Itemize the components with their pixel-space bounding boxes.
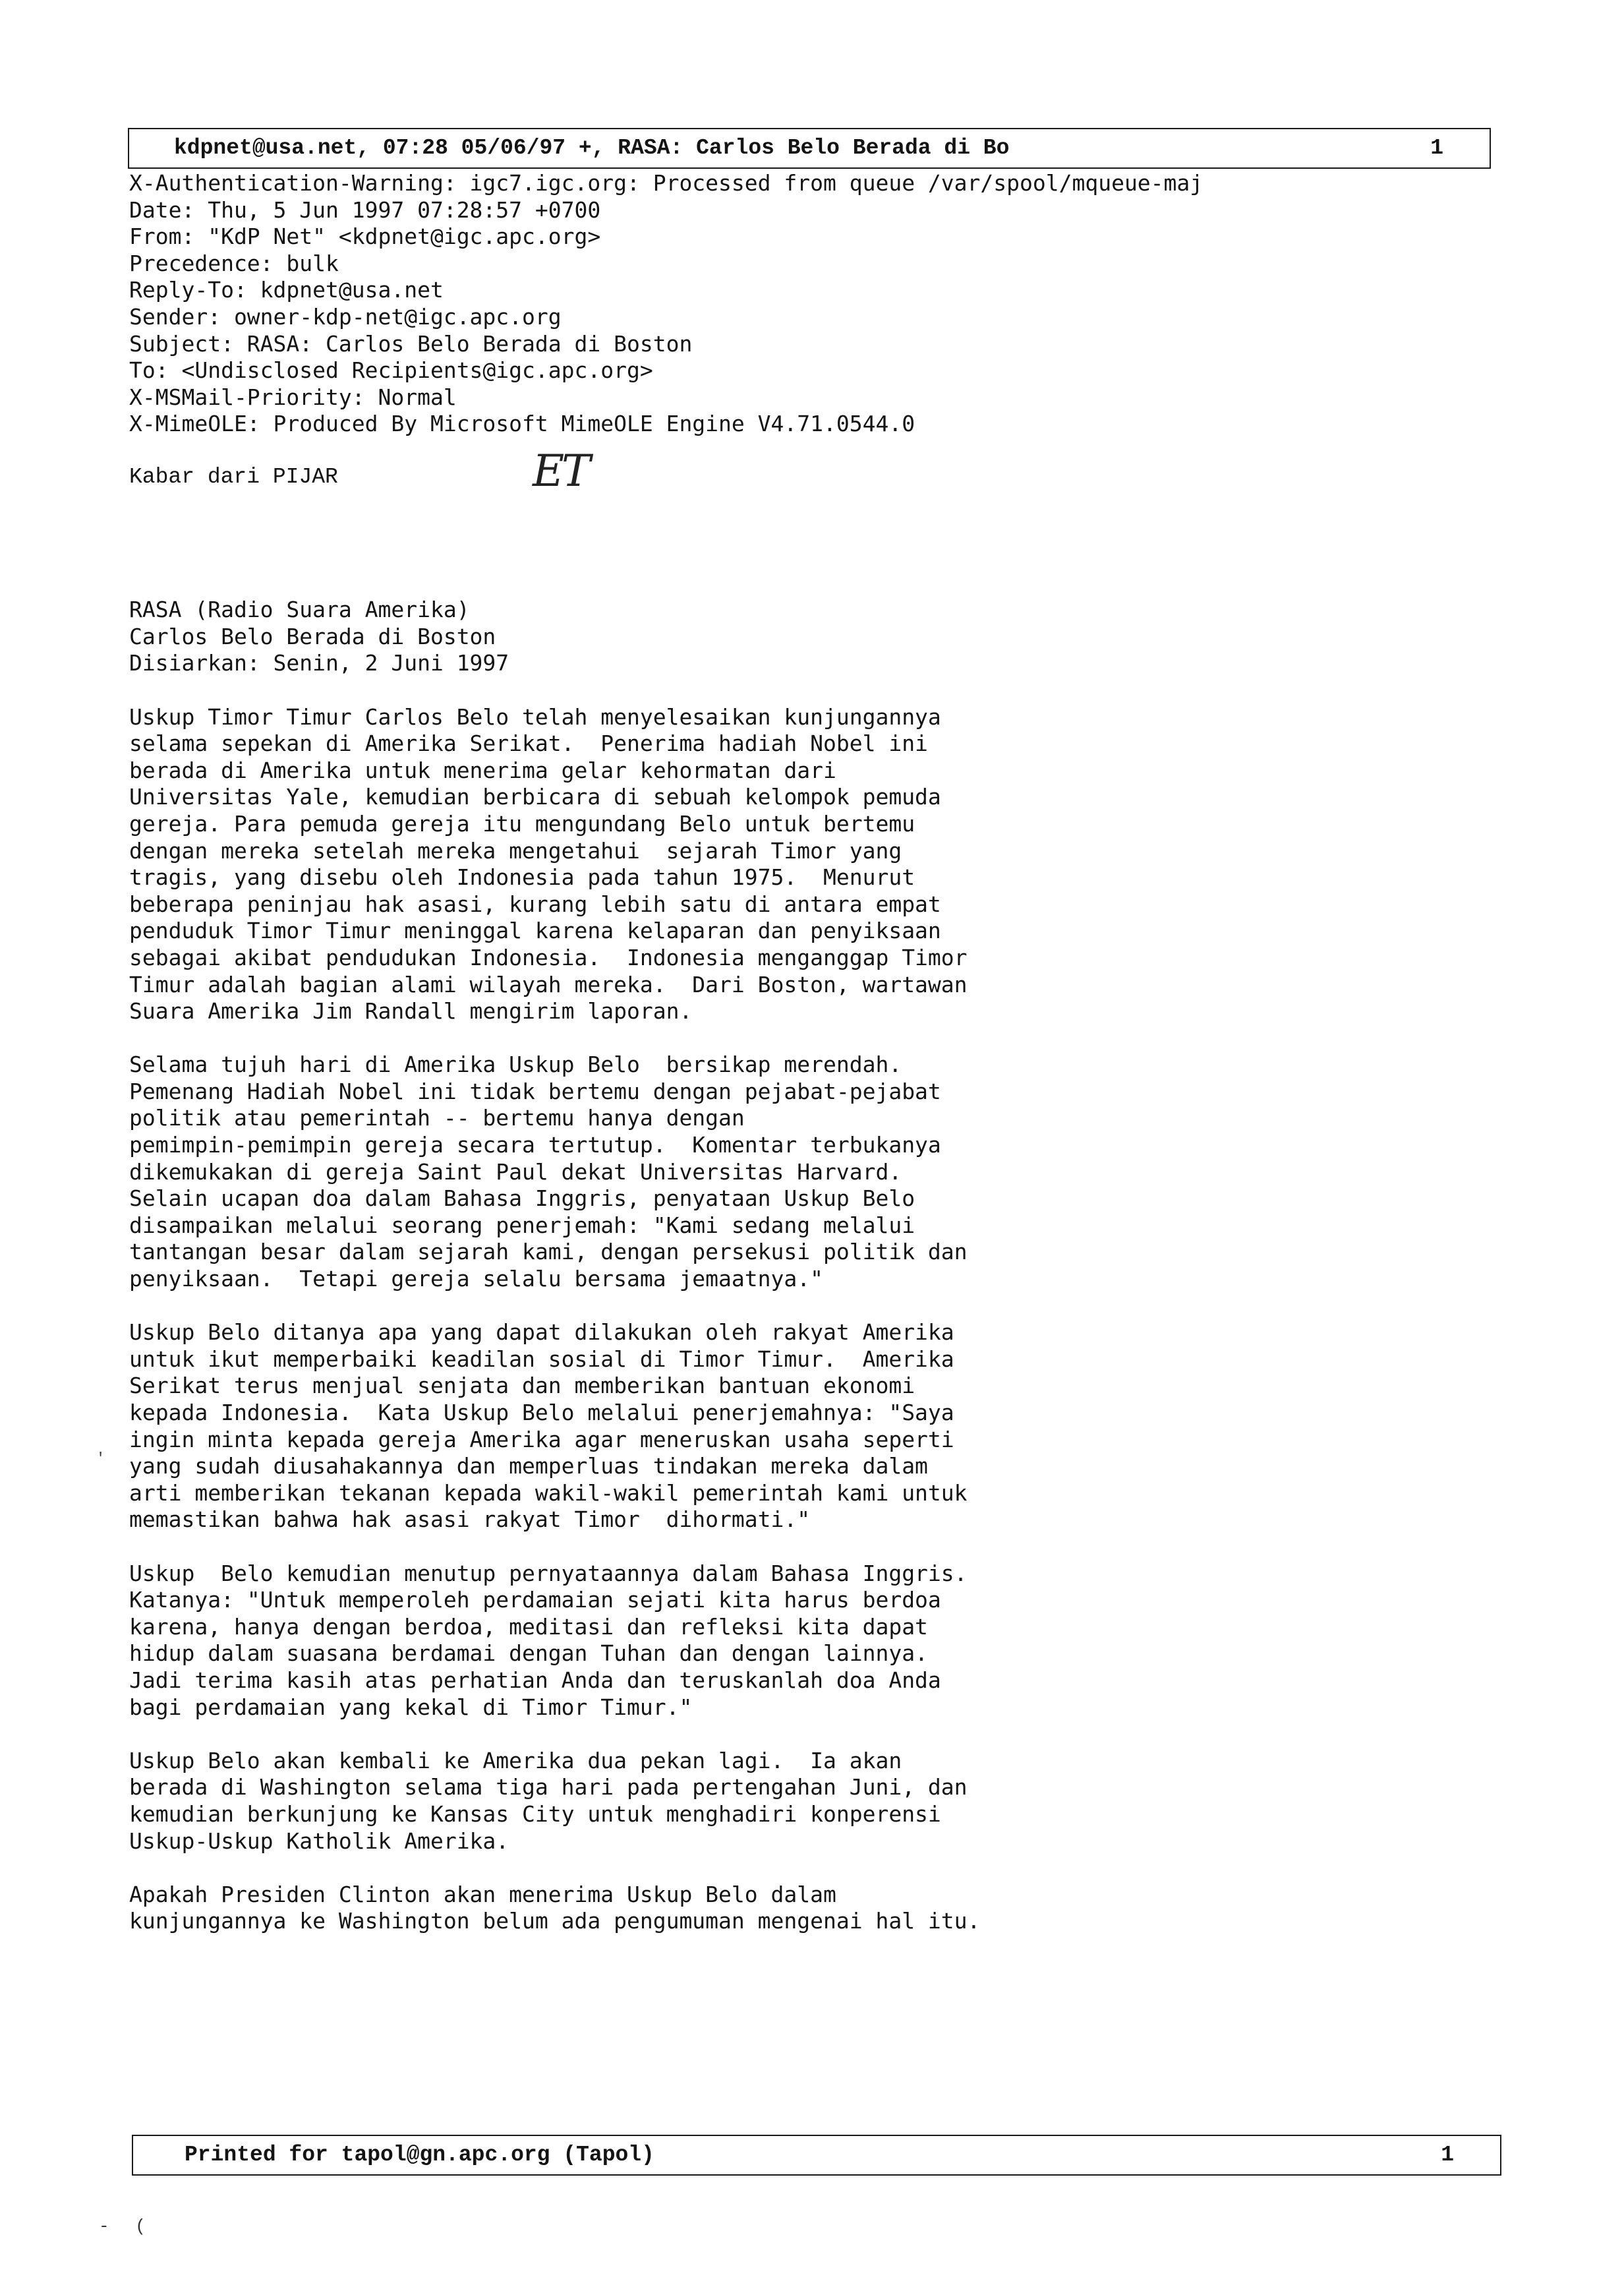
email-header-line: Date: Thu, 5 Jun 1997 07:28:57 +0700: [129, 196, 601, 223]
body-text-line: Universitas Yale, kemudian berbicara di sebuah kelompok pemuda: [129, 784, 941, 810]
body-text-line: [129, 570, 980, 597]
body-text-line: pemimpin-pemimpin gereja secara tertutup. Komentar terbukanya: [129, 1132, 941, 1158]
email-header-line: Sender: owner-kdp-net@igc.apc.org: [129, 303, 562, 330]
body-text-line: memastikan bahwa hak asasi rakyat Timor dihormati.": [129, 1506, 811, 1533]
body-text-line: yang sudah diusahakannya dan memperluas tindakan mereka dalam: [129, 1453, 928, 1479]
body-text-line: dengan mereka setelah mereka mengetahui sejarah Timor yang: [129, 837, 902, 864]
body-text-line: berada di Washington selama tiga hari pada pertengahan Juni, dan: [129, 1774, 968, 1800]
body-text-line: [129, 1855, 980, 1882]
body-text-line: disampaikan melalui seorang penerjemah: "Kami sedang melalui: [129, 1212, 915, 1238]
body-text-line: kemudian berkunjung ke Kansas City untuk menghadiri konperensi: [129, 1800, 941, 1827]
body-text-line: Serikat terus menjual senjata dan memberikan bantuan ekonomi: [129, 1373, 915, 1399]
email-header-line: X-Authentication-Warning: igc7.igc.org: Processed from queue /var/spool/mqueue-maj: [129, 170, 1204, 196]
body-text-line: Apakah Presiden Clinton akan menerima Uskup Belo dalam: [129, 1881, 836, 1907]
print-footer-page-number: 1: [1441, 2143, 1454, 2167]
print-header-bar: [128, 128, 1491, 169]
body-text-line: dikemukakan di gereja Saint Paul dekat Universitas Harvard.: [129, 1158, 902, 1185]
article-body: [129, 543, 980, 1935]
email-header-line: To: <Undisclosed Recipients@igc.apc.org>: [129, 357, 653, 384]
handwritten-initials: ET: [533, 446, 589, 496]
body-text-line: Jadi terima kasih atas perhatian Anda dan teruskanlah doa Anda: [129, 1667, 941, 1693]
print-footer-text: Printed for tapol@gn.apc.org (Tapol): [185, 2143, 654, 2167]
body-text-line: ingin minta kepada gereja Amerika agar meneruskan usaha seperti: [129, 1426, 954, 1452]
body-text-line: untuk ikut memperbaiki keadilan sosial di Timor Timur. Amerika: [129, 1346, 954, 1372]
body-text-line: hidup dalam suasana berdamai dengan Tuhan dan dengan lainnya.: [129, 1640, 928, 1667]
print-footer-bar: [132, 2135, 1501, 2176]
print-header-title: kdpnet@usa.net, 07:28 05/06/97 +, RASA: Carlos Belo Berada di Bo: [174, 136, 1010, 160]
body-text-line: tragis, yang disebu oleh Indonesia pada tahun 1975. Menurut: [129, 864, 915, 891]
body-text-line: Uskup Timor Timur Carlos Belo telah menyelesaikan kunjungannya: [129, 703, 941, 730]
body-text-line: Uskup-Uskup Katholik Amerika.: [129, 1828, 509, 1854]
body-text-line: Katanya: "Untuk memperoleh perdamaian sejati kita harus berdoa: [129, 1587, 941, 1613]
body-text-line: Uskup Belo ditanya apa yang dapat dilakukan oleh rakyat Amerika: [129, 1319, 954, 1346]
body-text-line: [129, 1293, 980, 1320]
body-text-line: [129, 1721, 980, 1748]
kabar-line: Kabar dari PIJAR: [129, 465, 338, 489]
bottom-scan-mark: - (: [99, 2216, 154, 2236]
body-text-line: Disiarkan: Senin, 2 Juni 1997: [129, 650, 509, 676]
body-text-line: beberapa peninjau hak asasi, kurang lebih satu di antara empat: [129, 891, 941, 917]
body-text-line: [129, 1025, 980, 1052]
body-text-line: Timur adalah bagian alami wilayah mereka. Dari Boston, wartawan: [129, 971, 968, 997]
body-text-line: bagi perdamaian yang kekal di Timor Timur.": [129, 1694, 693, 1720]
body-text-line: Carlos Belo Berada di Boston: [129, 623, 496, 649]
body-text-line: [129, 677, 980, 704]
body-text-line: berada di Amerika untuk menerima gelar kehormatan dari: [129, 757, 836, 783]
email-header-line: Precedence: bulk: [129, 250, 339, 276]
body-text-line: Uskup Belo akan kembali ke Amerika dua pekan lagi. Ia akan: [129, 1747, 902, 1773]
body-text-line: kepada Indonesia. Kata Uskup Belo melalui penerjemahnya: "Saya: [129, 1400, 954, 1425]
body-text-line: gereja. Para pemuda gereja itu mengundang Belo untuk bertemu: [129, 810, 915, 837]
body-text-line: penyiksaan. Tetapi gereja selalu bersama jemaatnya.": [129, 1266, 823, 1292]
body-text-line: Suara Amerika Jim Randall mengirim laporan.: [129, 998, 693, 1025]
body-text-line: kunjungannya ke Washington belum ada pengumuman mengenai hal itu.: [129, 1908, 981, 1934]
body-text-line: politik atau pemerintah -- bertemu hanya dengan: [129, 1105, 745, 1131]
body-text-line: RASA (Radio Suara Amerika): [129, 597, 470, 623]
body-text-line: selama sepekan di Amerika Serikat. Penerima hadiah Nobel ini: [129, 730, 928, 757]
body-text-line: Pemenang Hadiah Nobel ini tidak bertemu dengan pejabat-pejabat: [129, 1078, 941, 1104]
body-text-line: Selain ucapan doa dalam Bahasa Inggris, penyataan Uskup Belo: [129, 1185, 915, 1212]
body-text-line: tantangan besar dalam sejarah kami, dengan persekusi politik dan: [129, 1239, 968, 1265]
email-header-line: X-MSMail-Priority: Normal: [129, 384, 457, 410]
body-text-line: arti memberikan tekanan kepada wakil-wakil pemerintah kami untuk: [129, 1479, 968, 1506]
email-header-line: From: "KdP Net" <kdpnet@igc.apc.org>: [129, 223, 601, 250]
body-text-line: Uskup Belo kemudian menutup pernyataannya dalam Bahasa Inggris.: [129, 1560, 968, 1586]
email-headers: [129, 170, 1203, 438]
print-header-page-number: 1: [1430, 136, 1443, 160]
body-text-line: Selama tujuh hari di Amerika Uskup Belo bersikap merendah.: [129, 1052, 902, 1078]
email-header-line: X-MimeOLE: Produced By Microsoft MimeOLE Engine V4.71.0544.0: [129, 411, 915, 437]
body-text-line: sebagai akibat pendudukan Indonesia. Indonesia menganggap Timor: [129, 944, 968, 970]
email-header-line: Subject: RASA: Carlos Belo Berada di Boston: [129, 330, 693, 357]
body-text-line: karena, hanya dengan berdoa, meditasi dan refleksi kita dapat: [129, 1613, 928, 1640]
body-text-line: penduduk Timor Timur meninggal karena kelaparan dan penyiksaan: [129, 918, 941, 944]
body-text-line: [129, 543, 980, 570]
body-text-line: [129, 1533, 980, 1561]
margin-mark: ': [96, 1450, 105, 1467]
email-header-line: Reply-To: kdpnet@usa.net: [129, 277, 444, 303]
